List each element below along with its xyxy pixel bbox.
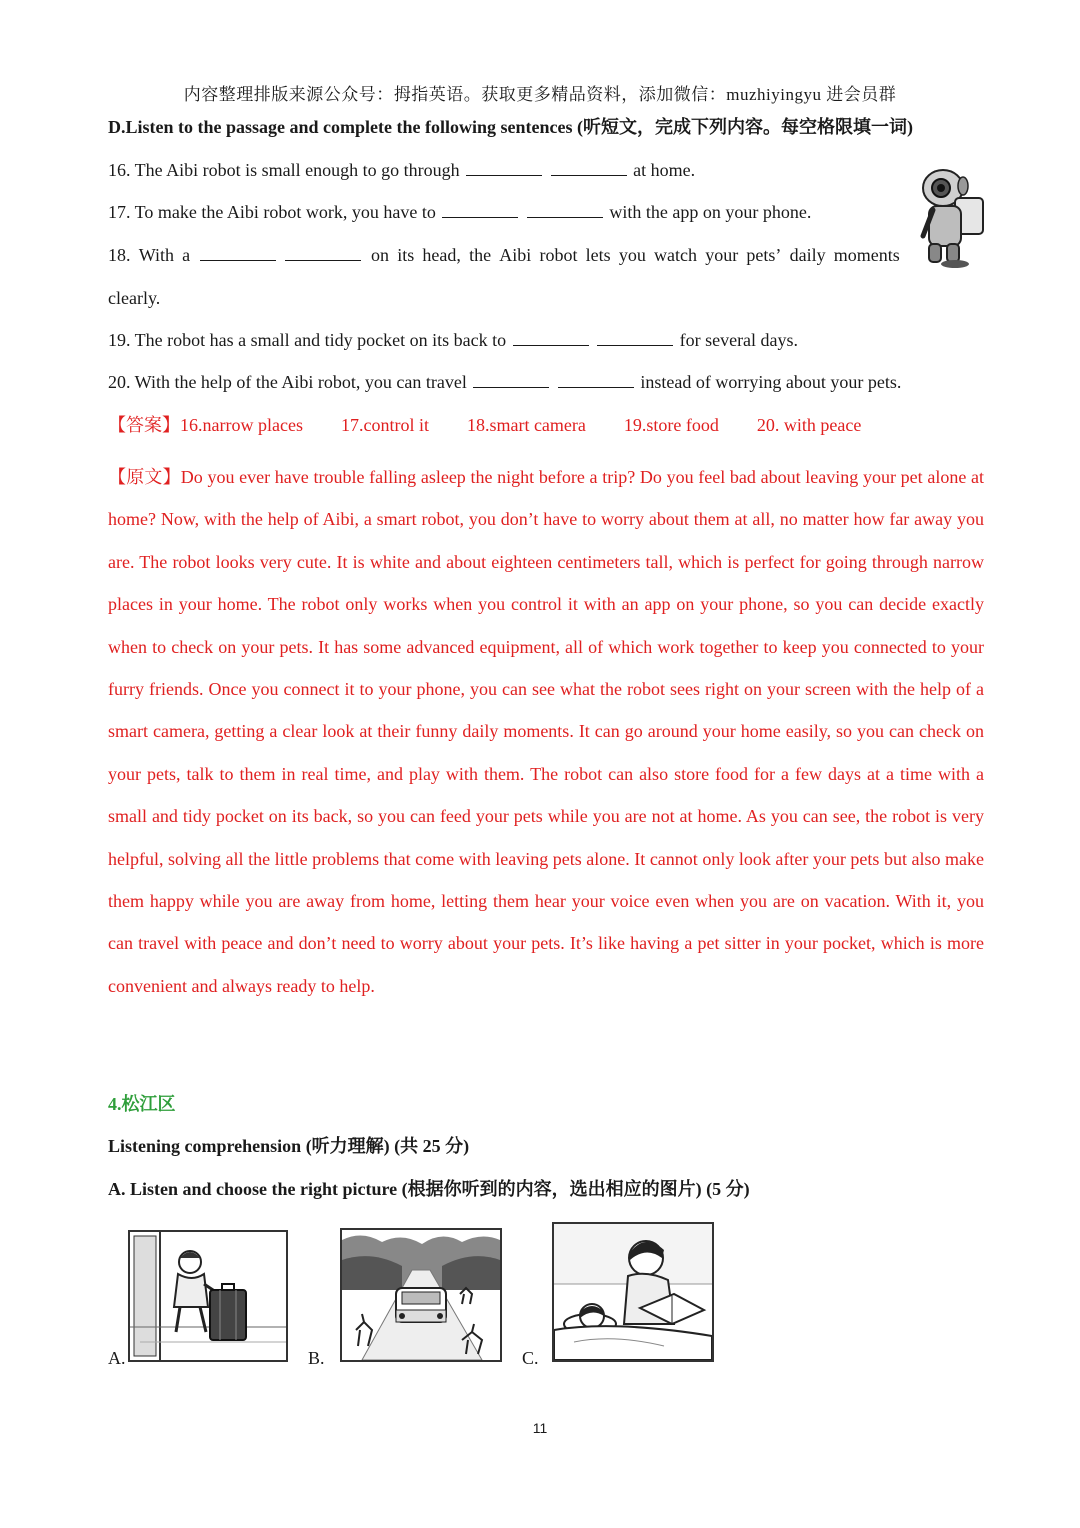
q18-word: your: [705, 245, 739, 265]
answer-item: 19.store food: [623, 415, 719, 435]
answer-item: 17.control it: [340, 415, 429, 435]
option-b-label[interactable]: B.: [308, 1348, 325, 1368]
answer-line: [108, 414, 899, 436]
q18-word: lets: [585, 245, 611, 265]
answer-item: 18.smart camera: [466, 415, 586, 435]
q20-text: 20. With the help of the Aibi robot, you can travel: [108, 372, 467, 392]
part-a-title: A. Listen and choose the right picture (根据你听到的内容，选出相应的图片) (5 分): [108, 1179, 750, 1199]
q16-text: 16. The Aibi robot is small enough to go through: [108, 160, 460, 180]
option-c-picture[interactable]: [552, 1222, 714, 1362]
answer-blank[interactable]: [473, 373, 549, 388]
answer-label: 【答案】: [108, 415, 180, 435]
question-16: [108, 159, 695, 181]
answer-blank[interactable]: [597, 331, 673, 346]
q17-text-end: with the app on your phone.: [609, 202, 812, 222]
robot-illustration: [915, 166, 985, 270]
q18-word: you: [618, 245, 646, 265]
answer-item: 16.narrow places: [180, 415, 303, 435]
transcript-text: Do you ever have trouble falling asleep the night before a trip? Do you feel bad about leaving your pet alone at home? Now, with the help of Aibi, a smart robot, you don’t have to worry about them at all, no matter how far away you are. The robot looks very cute. It is white and about eighteen centimeters tall, which is perfect for going through narrow places in your home. The robot only works when you control it with an app on your phone, so you can decide exactly when to check on your pets. It has some advanced equipment, all of which work together to keep you connected to your furry friends. Once you connect it to your phone, you can see what the robot sees right on your screen with the help of a smart camera, getting a clear look at their funny daily moments. It can go around your home easily, so you can check on your pets, talk to them in real time, and play with them. The robot can also store food for a few days at a time with a small and tidy pocket on its back, so you can feed your pets while you are not at home. As you can see, the robot is very helpful, solving all the little problems that come with leaving pets alone. It cannot only look after your pets but also make them happy while you are away from home, letting them hear your voice even when you are on vacation. With it, you can travel with peace and don’t need to worry about your pets. It’s like having a pet sitter in your pocket, which is more convenient and always ready to help.: [108, 467, 984, 996]
transcript-paragraph: [108, 456, 984, 1007]
answer-blank[interactable]: [551, 161, 627, 176]
q18-word: daily: [789, 245, 826, 265]
answer-blank[interactable]: [200, 246, 276, 261]
option-b-picture[interactable]: [340, 1228, 502, 1362]
q18-word: Aibi: [499, 245, 532, 265]
page-number: 11: [532, 1420, 548, 1436]
answer-blank[interactable]: [558, 373, 634, 388]
listening-title: Listening comprehension (听力理解) (共 25 分): [108, 1136, 470, 1156]
header-note: 内容整理排版来源公众号：拇指英语。获取更多精品资料，添加微信：muzhiyingyu 进会员群: [183, 85, 897, 104]
q19-text: 19. The robot has a small and tidy pocket on its back to: [108, 330, 507, 350]
q18-word: the: [469, 245, 492, 265]
q19-text-end: for several days.: [679, 330, 799, 350]
answer-blank[interactable]: [442, 203, 518, 218]
q18-word: With: [138, 245, 174, 265]
question-18: [108, 244, 900, 266]
answer-blank[interactable]: [513, 331, 589, 346]
option-a-label[interactable]: A.: [108, 1348, 126, 1368]
transcript-label: 【原文】: [108, 467, 181, 487]
q18-word: its: [397, 245, 415, 265]
option-c-label[interactable]: C.: [522, 1348, 539, 1368]
q17-text: 17. To make the Aibi robot work, you have to: [108, 202, 436, 222]
answer-item: 20. with peace: [756, 415, 862, 435]
q18-word: moments: [833, 245, 900, 265]
answer-blank[interactable]: [466, 161, 542, 176]
q16-text-end: at home.: [633, 160, 696, 180]
question-17: [108, 201, 811, 223]
question-18-continued: clearly.: [108, 288, 161, 308]
q18-word: on: [371, 245, 390, 265]
q18-word: 18.: [108, 245, 131, 265]
q18-blanks: [198, 244, 363, 266]
answer-blank[interactable]: [527, 203, 603, 218]
question-19: [108, 329, 798, 351]
q20-text-end: instead of worrying about your pets.: [640, 372, 902, 392]
q18-word: head,: [422, 245, 461, 265]
section-4-title: 4.松江区: [108, 1094, 176, 1114]
q18-word: pets’: [746, 245, 782, 265]
q18-word: watch: [654, 245, 698, 265]
question-20: [108, 371, 901, 393]
q18-word: robot: [539, 245, 578, 265]
section-d-title: D.Listen to the passage and complete the following sentences (听短文，完成下列内容。每空格限填一词): [108, 117, 913, 137]
answer-blank[interactable]: [285, 246, 361, 261]
option-a-picture[interactable]: [128, 1230, 288, 1362]
q18-word: a: [182, 245, 191, 265]
